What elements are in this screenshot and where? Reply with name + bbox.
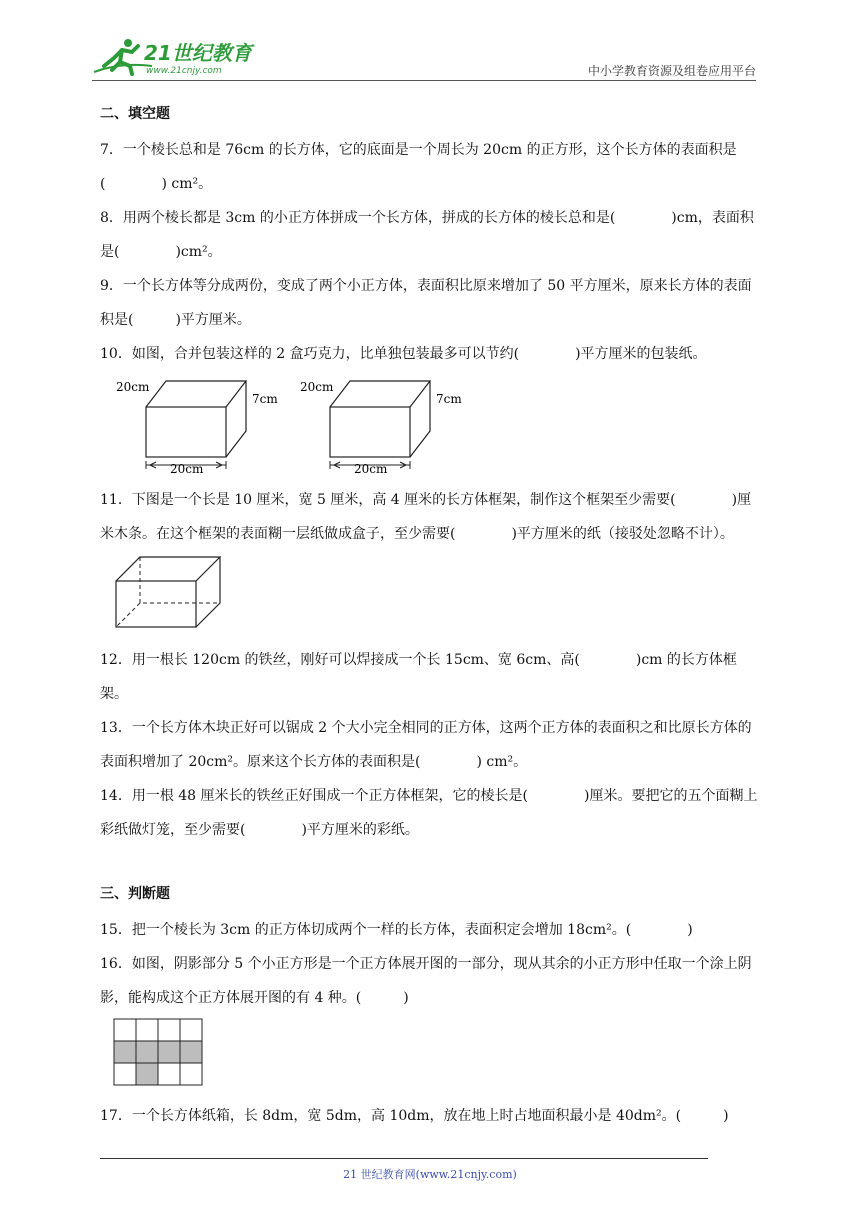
section-title-fill: 二、填空题 [100,106,170,122]
box-2 [330,381,430,469]
section-title-judge: 三、判断题 [100,886,170,902]
question-10: 10．如图，合并包装这样的 2 盒巧克力，比单独包装最多可以节约( )平方厘米的包装纸。 [100,346,707,362]
question-13: 13．一个长方体木块正好可以锯成 2 个大小完全相同的正方体，这两个正方体的表面积之和比原长方体的表面积增加了 20cm²。原来这个长方体的表面积是( ) cm²。 [100,720,752,770]
box-2-depth-label: 20cm [300,380,334,394]
box-1-width-label: 20cm [170,462,204,473]
box-1-depth-label: 20cm [116,380,150,394]
question-15: 15．把一个棱长为 3cm 的正方体切成两个一样的长方体，表面积定会增加 18cm²。( ) [100,922,693,938]
question-11: 11．下图是一个长是 10 厘米，宽 5 厘米，高 4 厘米的长方体框架，制作这个框架至少需要( )厘米木条。在这个框架的表面糊一层纸做成盒子，至少需要( )平方厘米的纸（接驳处忽略不计）。 [100,492,752,542]
box-1-height-label: 7cm [252,392,278,406]
cuboid-frame-figure [112,553,764,637]
footer-text[interactable]: 21 世纪教育网(www.21cnjy.com) [343,1168,517,1181]
question-16: 16．如图，阴影部分 5 个小正方形是一个正方体展开图的一部分，现从其余的小正方形中任取一个涂上阴影，能构成这个正方体展开图的有 4 种。( ) [100,956,752,1006]
box-1 [146,381,246,469]
cube-net-grid-figure [112,1017,764,1093]
box-2-width-label: 20cm [354,462,388,473]
question-9: 9．一个长方体等分成两份，变成了两个小正方体，表面积比原来增加了 50 平方厘米，原来长方体的表面积是( )平方厘米。 [100,278,752,328]
site-logo [92,36,262,80]
question-7: 7．一个棱长总和是 76cm 的长方体，它的底面是一个周长为 20cm 的正方形，这个长方体的表面积是( ) cm²。 [100,142,737,192]
box-2-height-label: 7cm [436,392,462,406]
worksheet-content [100,103,764,1133]
question-14: 14．用一根 48 厘米长的铁丝正好围成一个正方体框架，它的棱长是( )厘米。要把它的五个面糊上彩纸做灯笼，至少需要( )平方厘米的彩纸。 [100,788,758,838]
chocolate-boxes-figure [112,373,764,477]
question-17: 17．一个长方体纸箱，长 8dm，宽 5dm，高 10dm，放在地上时占地面积最小是 40dm²。( ) [100,1108,729,1124]
header-platform-text: 中小学教育资源及组卷应用平台 [587,64,756,78]
header-divider [92,80,756,81]
question-8: 8．用两个棱长都是 3cm 的小正方体拼成一个长方体，拼成的长方体的棱长总和是( )cm，表面积是( )cm²。 [100,210,754,260]
footer-divider [100,1158,708,1159]
logo-url: www.21cnjy.com [146,66,222,76]
question-12: 12．用一根长 120cm 的铁丝，刚好可以焊接成一个长 15cm、宽 6cm、高( )cm 的长方体框架。 [100,652,737,702]
logo-text: 21世纪教育 [144,41,252,65]
